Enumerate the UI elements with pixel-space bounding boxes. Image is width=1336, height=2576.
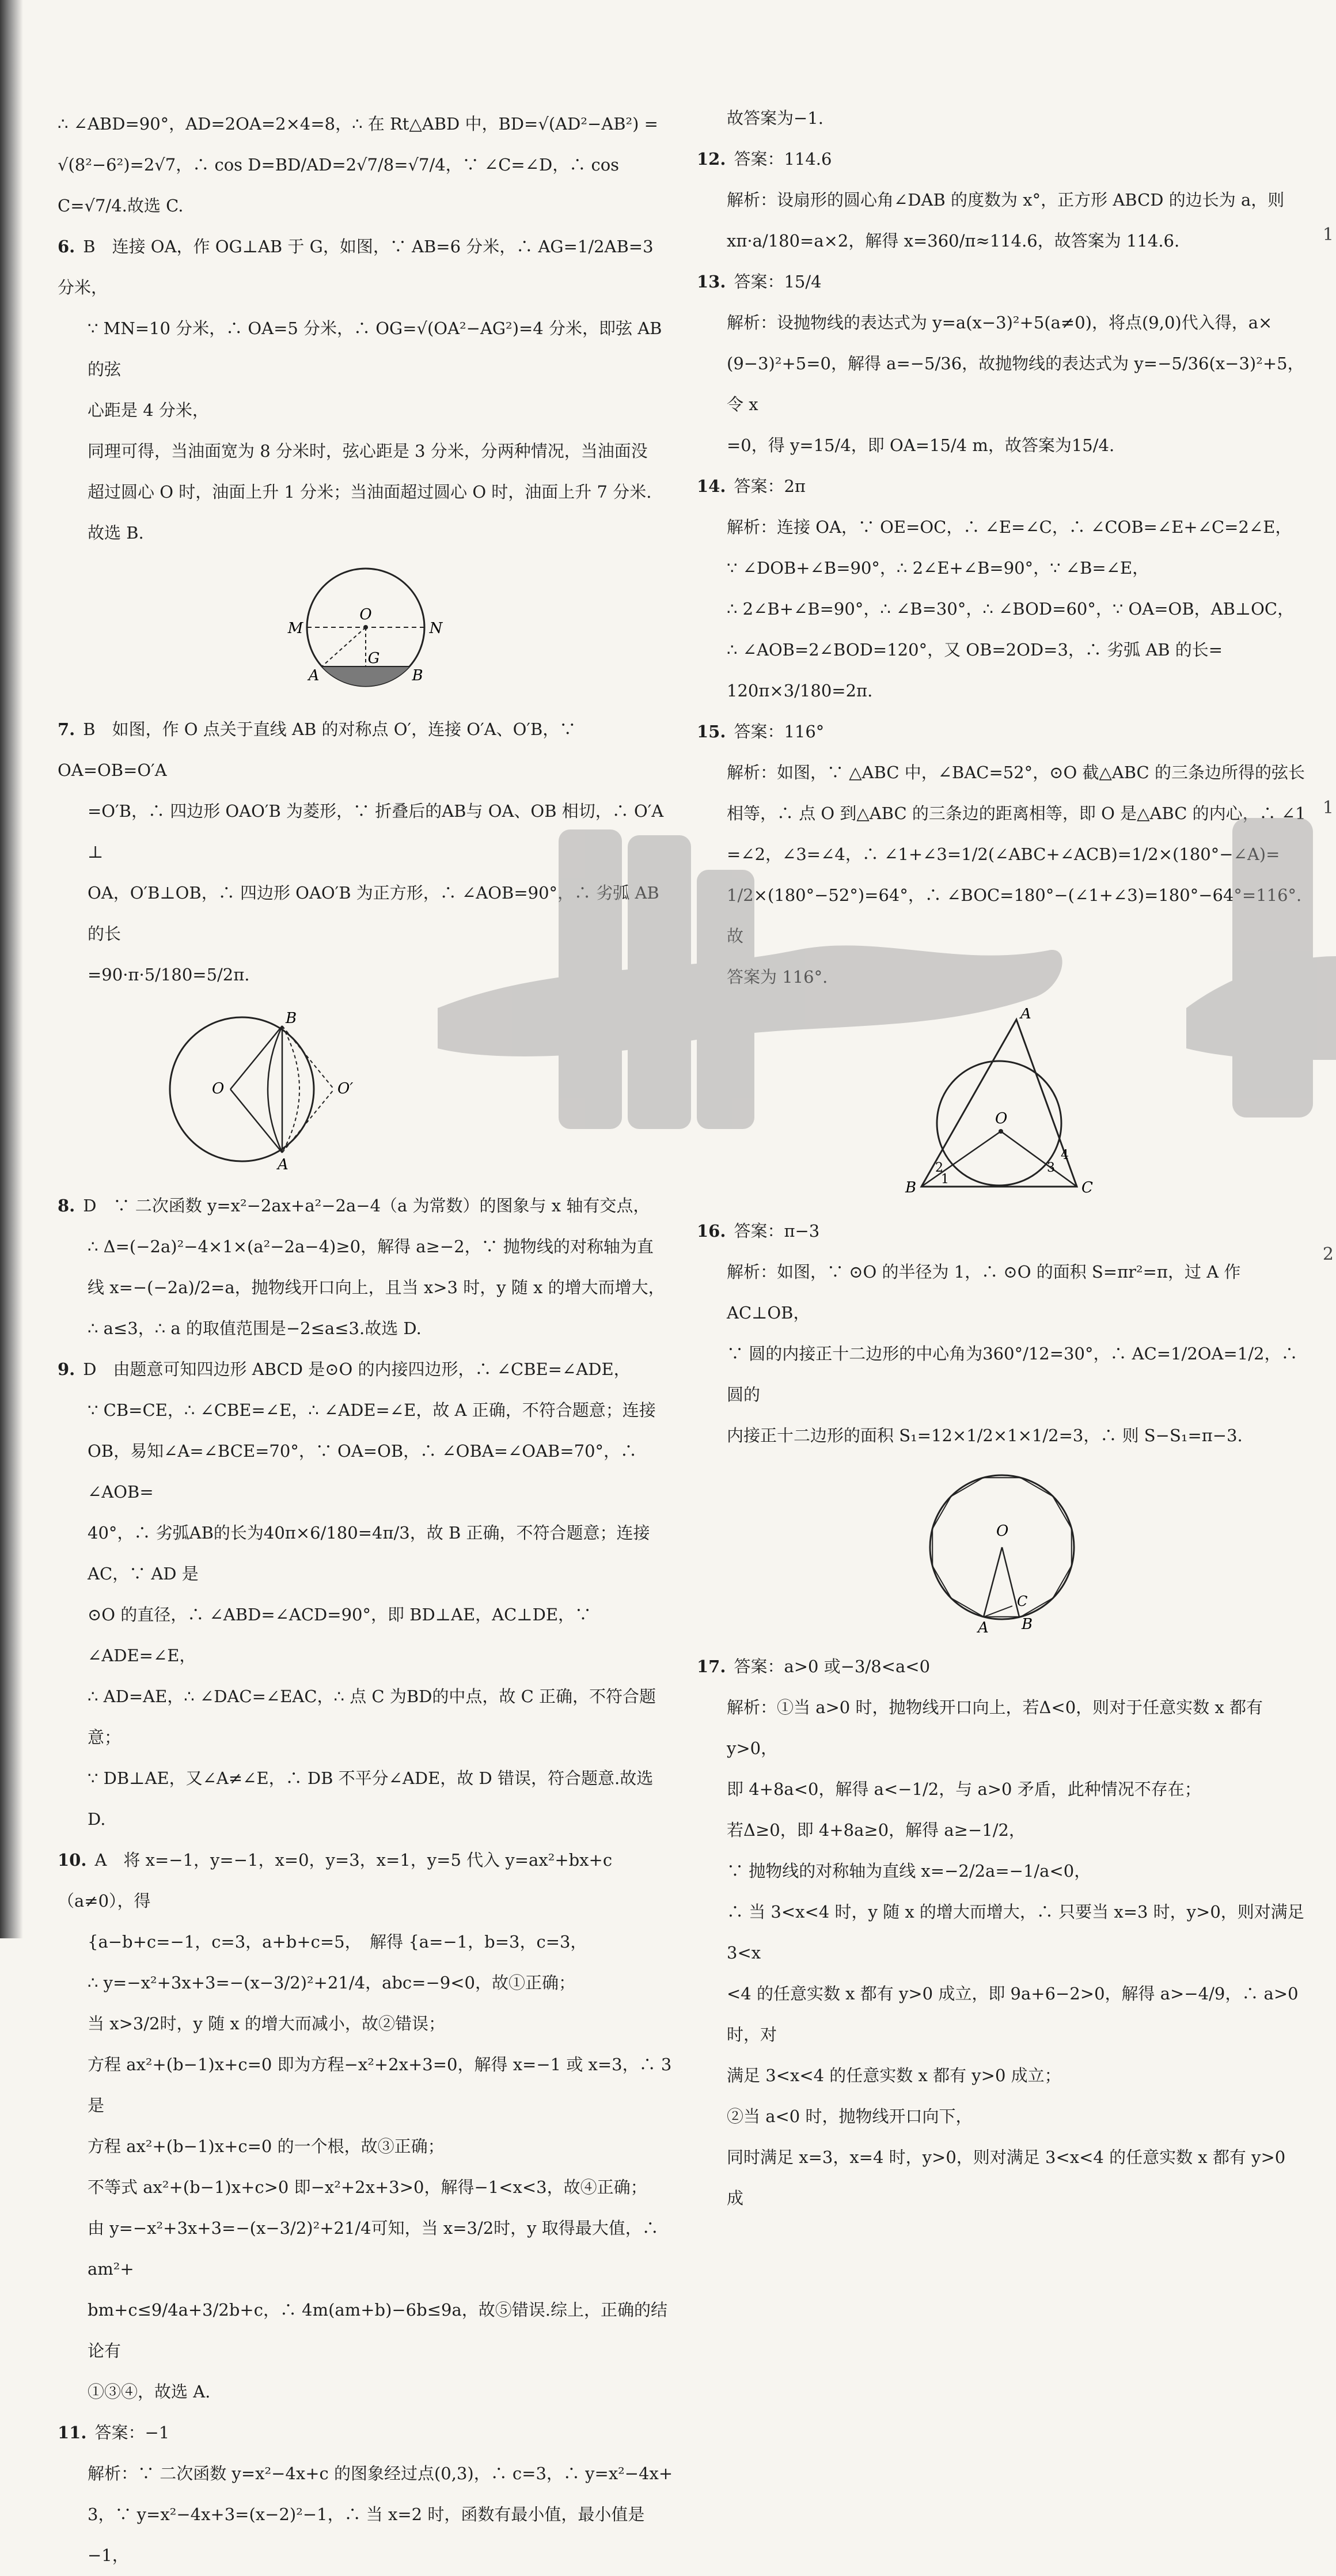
answer-item-17: [697, 1646, 1307, 1687]
text-line: <4 的任意实数 x 都有 y>0 成立，即 9a+6−2>0，解得 a>−4/9，∴ a>0 时，对: [727, 1984, 1299, 2044]
text-line: 线 x=−(−2a)/2=a，抛物线开口向上，且当 x>3 时，y 随 x 的增大而增大，: [88, 1278, 665, 1297]
text-line: 同理可得，当油面宽为 8 分米时，弦心距是 3 分米，分两种情况，当油面没: [88, 441, 648, 461]
text-line: 解析：∵ 二次函数 y=x²−4x+c 的图象经过点(0,3)，∴ c=3，∴ y=x²−4x+: [88, 2464, 673, 2483]
text-line: ∵ DB⊥AE，又∠A≠∠E，∴ DB 不平分∠ADE，故 D 错误，符合题意.故选 D.: [88, 1768, 654, 1829]
label-C: C: [1017, 1593, 1028, 1609]
answer-item-7: [58, 709, 674, 791]
answer-item-10: [58, 1840, 674, 1922]
text-line: ∴ 2∠B+∠B=90°，∴ ∠B=30°，∴ ∠BOD=60°，∵ OA=OB，AB⊥OC，: [727, 599, 1295, 619]
text-line: D ∵ 二次函数 y=x²−2ax+a²−2a−4（a 为常数）的图象与 x 轴有交点，: [83, 1196, 650, 1215]
label-B: B: [905, 1179, 917, 1196]
item-number: 11.: [58, 2423, 87, 2442]
edge-mark: 1: [1322, 798, 1334, 818]
text-line: B 如图，作 O 点关于直线 AB 的对称点 O′，连接 O′A、O′B，∵ OA=OB=O′A: [58, 719, 576, 780]
figure-7-folded-arc: [144, 1006, 386, 1173]
text-line: 心距是 4 分米，: [88, 400, 209, 420]
text-line: ∵ CB=CE，∴ ∠CBE=∠E，∴ ∠ADE=∠E，故 A 正确，不符合题意；连接: [88, 1400, 656, 1420]
text-line: 答案为 116°.: [727, 967, 828, 987]
label-A: A: [978, 1619, 989, 1634]
label-B: B: [1022, 1616, 1033, 1633]
label-B: B: [412, 667, 423, 684]
answer-item-9: [58, 1349, 674, 1390]
figure-15-triangle-circle: [898, 1008, 1106, 1198]
item-number: 13.: [697, 272, 726, 291]
text-line: 答案：a>0 或−3/8<a<0: [734, 1657, 931, 1676]
text-line: xπ·a/180=a×2，解得 x=360/π≈114.6，故答案为 114.6.: [727, 231, 1180, 251]
label-O: O: [212, 1080, 225, 1097]
answer-item-16: [697, 1211, 1307, 1252]
text-line: ∴ ∠AOB=2∠BOD=120°，又 OB=2OD=3，∴ 劣弧 AB 的长=: [727, 640, 1223, 660]
item-number: 9.: [58, 1359, 75, 1379]
text-line: 方程 ax²+(b−1)x+c=0 的一个根，故③正确；: [88, 2136, 445, 2156]
text-line: 答案：−1: [94, 2423, 170, 2442]
text-line: 40°，∴ 劣弧AB的长为40π×6/180=4π/3，故 B 正确，不符合题意；连接 AC，∵ AD 是: [88, 1523, 650, 1584]
text-line: OA，O′B⊥OB，∴ 四边形 OAO′B 为正方形，∴ ∠AOB=90°，∴ 劣弧 AB 的长: [88, 883, 659, 944]
text-line: {a−b+c=−1，c=3，a+b+c=5， 解得 {a=−1，b=3，c=3，: [88, 1932, 587, 1952]
left-column: [58, 104, 674, 2576]
item-number: 12.: [697, 149, 726, 169]
text-line: =O′B，∴ 四边形 OAO′B 为菱形，∵ 折叠后的AB与 OA、OB 相切，∴ O′A ⊥: [88, 801, 664, 862]
text-line: 相等，∴ 点 O 到△ABC 的三条边的距离相等，即 O 是△ABC 的内心，∴ ∠1: [727, 804, 1306, 823]
angle-label-3: 3: [1047, 1161, 1055, 1175]
text-line: 即 4+8a<0，解得 a<−1/2，与 a>0 矛盾，此种情况不存在；: [727, 1779, 1201, 1799]
item-number: 14.: [697, 476, 726, 496]
text-line: 内接正十二边形的面积 S₁=12×1/2×1×1/2=3，∴ 则 S−S₁=π−3.: [727, 1426, 1243, 1445]
item-number: 7.: [58, 719, 75, 739]
text-line: ∴ ∠ABD=90°，AD=2OA=2×4=8，∴ 在 Rt△ABD 中，BD=√(AD²−AB²) =: [58, 114, 658, 134]
item-number: 16.: [697, 1221, 726, 1241]
text-line: 满足 3<x<4 的任意实数 x 都有 y>0 成立；: [727, 2066, 1061, 2085]
answer-item-15: [697, 711, 1307, 752]
text-line: =0，得 y=15/4，即 OA=15/4 m，故答案为15/4.: [727, 435, 1115, 455]
item-number: 8.: [58, 1196, 75, 1215]
item-number: 10.: [58, 1850, 87, 1870]
label-N: N: [429, 620, 443, 637]
text-line: 解析：设扇形的圆心角∠DAB 的度数为 x°，正方形 ABCD 的边长为 a，则: [727, 190, 1285, 210]
text-line: 解析：如图，∵ △ABC 中，∠BAC=52°，⊙O 截△ABC 的三条边所得的弦长: [727, 763, 1305, 782]
text-line: ∵ 抛物线的对称轴为直线 x=−2/2a=−1/a<0，: [727, 1861, 1091, 1881]
label-O: O: [995, 1110, 1008, 1127]
text-line: 故选 B.: [88, 523, 144, 543]
text-line: 超过圆心 O 时，油面上升 1 分米；当油面超过圆心 O 时，油面上升 7 分米.: [88, 482, 652, 502]
text-line: 故答案为−1.: [727, 108, 823, 128]
text-line: 由 y=−x²+3x+3=−(x−3/2)²+21/4可知，当 x=3/2时，y 取得最大值，∴ am²+: [88, 2218, 659, 2279]
label-M: M: [287, 620, 303, 637]
text-line: ∵ 圆的内接正十二边形的中心角为360°/12=30°，∴ AC=1/2OA=1/2，∴ 圆的: [727, 1344, 1298, 1404]
text-line: (9−3)²+5=0，解得 a=−5/36，故抛物线的表达式为 y=−5/36(x−3)²+5，令 x: [727, 354, 1304, 414]
figure-6-circle-oil: [274, 564, 458, 696]
text-line: 答案：116°: [734, 722, 825, 741]
text-line: ∴ 当 3<x<4 时，y 随 x 的增大而增大，∴ 只要当 x=3 时，y>0，则对满足 3<x: [727, 1902, 1304, 1963]
answer-item-11: [58, 2412, 674, 2453]
text-line: 若Δ≥0，即 4+8a≥0，解得 a≥−1/2，: [727, 1820, 1026, 1840]
answer-item-14: [697, 466, 1307, 507]
text-line: 当 x>3/2时，y 随 x 的增大而减小，故②错误；: [88, 2014, 445, 2033]
edge-mark: 1: [1322, 225, 1334, 245]
text-line: D 由题意可知四边形 ABCD 是⊙O 的内接四边形，∴ ∠CBE=∠ADE，: [83, 1359, 631, 1379]
text-line: A 将 x=−1，y=−1，x=0，y=3，x=1，y=5 代入 y=ax²+bx+c（a≠0），得: [58, 1850, 613, 1911]
label-A: A: [278, 1156, 289, 1173]
text-line: 解析：①当 a>0 时，抛物线开口向上，若Δ<0，则对于任意实数 x 都有 y>0，: [727, 1698, 1263, 1758]
label-A: A: [308, 667, 320, 684]
answer-item-8: [58, 1185, 674, 1226]
label-B: B: [286, 1010, 297, 1027]
text-line: B 连接 OA，作 OG⊥AB 于 G，如图，∵ AB=6 分米，∴ AG=1/2AB=3 分米，: [58, 237, 654, 297]
text-line: ∴ y=−x²+3x+3=−(x−3/2)²+21/4，abc=−9<0，故①正确；: [88, 1973, 575, 1992]
edge-mark: 2: [1322, 1244, 1334, 1264]
text-line: 不等式 ax²+(b−1)x+c>0 即−x²+2x+3>0，解得−1<x<3，故④正确；: [88, 2177, 647, 2197]
right-column: [697, 98, 1307, 2219]
text-line: 3，∵ y=x²−4x+3=(x−2)²−1，∴ 当 x=2 时，函数有最小值，最小值是−1，: [88, 2505, 645, 2565]
scan-edge-shadow: [0, 0, 23, 1938]
text-line: ∴ a≤3，∴ a 的取值范围是−2≤a≤3.故选 D.: [88, 1319, 422, 1338]
text-line: ⊙O 的直径，∴ ∠ABD=∠ACD=90°，即 BD⊥AE，AC⊥DE，∵ ∠ADE=∠E，: [88, 1605, 591, 1665]
angle-label-2: 2: [935, 1161, 943, 1175]
item-number: 15.: [697, 722, 726, 741]
label-G: G: [367, 650, 380, 667]
text-line: √(8²−6²)=2√7，∴ cos D=BD/AD=2√7/8=√7/4，∵ ∠C=∠D，∴ cos C=√7/4.故选 C.: [58, 155, 620, 215]
answer-item-12: [697, 139, 1307, 180]
text-line: 答案：15/4: [734, 272, 822, 291]
text-line: 答案：2π: [734, 476, 806, 496]
label-O: O: [996, 1522, 1009, 1540]
label-O: O: [359, 606, 372, 623]
text-line: 120π×3/180=2π.: [727, 681, 873, 700]
text-line: 解析：设抛物线的表达式为 y=a(x−3)²+5(a≠0)，将点(9,0)代入得，a×: [727, 313, 1273, 332]
angle-label-1: 1: [941, 1172, 949, 1187]
text-line: =90·π·5/180=5/2π.: [88, 965, 250, 984]
text-line: ∴ AD=AE，∴ ∠DAC=∠EAC，∴ 点 C 为BD的中点，故 C 正确，不符合题意；: [88, 1687, 656, 1747]
text-line: ∵ ∠DOB+∠B=90°，∴ 2∠E+∠B=90°，∵ ∠B=∠E，: [727, 558, 1149, 578]
answer-item-6: [58, 226, 674, 308]
text-line: 答案：π−3: [734, 1221, 820, 1241]
text-line: ②当 a<0 时，抛物线开口向下，: [727, 2107, 973, 2126]
text-line: 解析：连接 OA，∵ OE=OC，∴ ∠E=∠C，∴ ∠COB=∠E+∠C=2∠E，: [727, 517, 1292, 537]
text-line: 解析：如图，∵ ⊙O 的半径为 1，∴ ⊙O 的面积 S=πr²=π，过 A 作 AC⊥OB，: [727, 1262, 1241, 1323]
angle-label-4: 4: [1061, 1148, 1069, 1162]
text-line: ∵ MN=10 分米，∴ OA=5 分米，∴ OG=√(OA²−AG²)=4 分米，即弦 AB 的弦: [88, 319, 662, 379]
text-line: OB，易知∠A=∠BCE=70°，∵ OA=OB，∴ ∠OBA=∠OAB=70°，∴ ∠AOB=: [88, 1441, 637, 1502]
item-number: 17.: [697, 1657, 726, 1676]
label-C: C: [1081, 1179, 1093, 1196]
figure-16-dodecagon: [916, 1467, 1088, 1634]
text-line: 答案：114.6: [734, 149, 832, 169]
item-number: 6.: [58, 237, 75, 256]
text-line: ∴ Δ=(−2a)²−4×1×(a²−2a−4)≥0，解得 a≥−2，∵ 抛物线的对称轴为直: [88, 1237, 654, 1256]
answer-item-13: [697, 262, 1307, 302]
label-A: A: [1020, 1008, 1031, 1022]
text-line: 同时满足 x=3，x=4 时，y>0，则对满足 3<x<4 的任意实数 x 都有 y>0 成: [727, 2147, 1286, 2208]
text-line: 1/2×(180°−52°)=64°，∴ ∠BOC=180°−(∠1+∠3)=180°−64°=116°.故: [727, 885, 1302, 946]
text-line: bm+c≤9/4a+3/2b+c，∴ 4m(am+b)−6b≤9a，故⑤错误.综上，正确的结论有: [88, 2300, 667, 2361]
label-O-prime: O′: [337, 1080, 354, 1097]
text-line: ①③④，故选 A.: [88, 2382, 211, 2401]
text-line: =∠2，∠3=∠4，∴ ∠1+∠3=1/2(∠ABC+∠ACB)=1/2×(180°−∠A)=: [727, 844, 1280, 864]
text-line: 方程 ax²+(b−1)x+c=0 即为方程−x²+2x+3=0，解得 x=−1 或 x=3，∴ 3 是: [88, 2055, 672, 2115]
